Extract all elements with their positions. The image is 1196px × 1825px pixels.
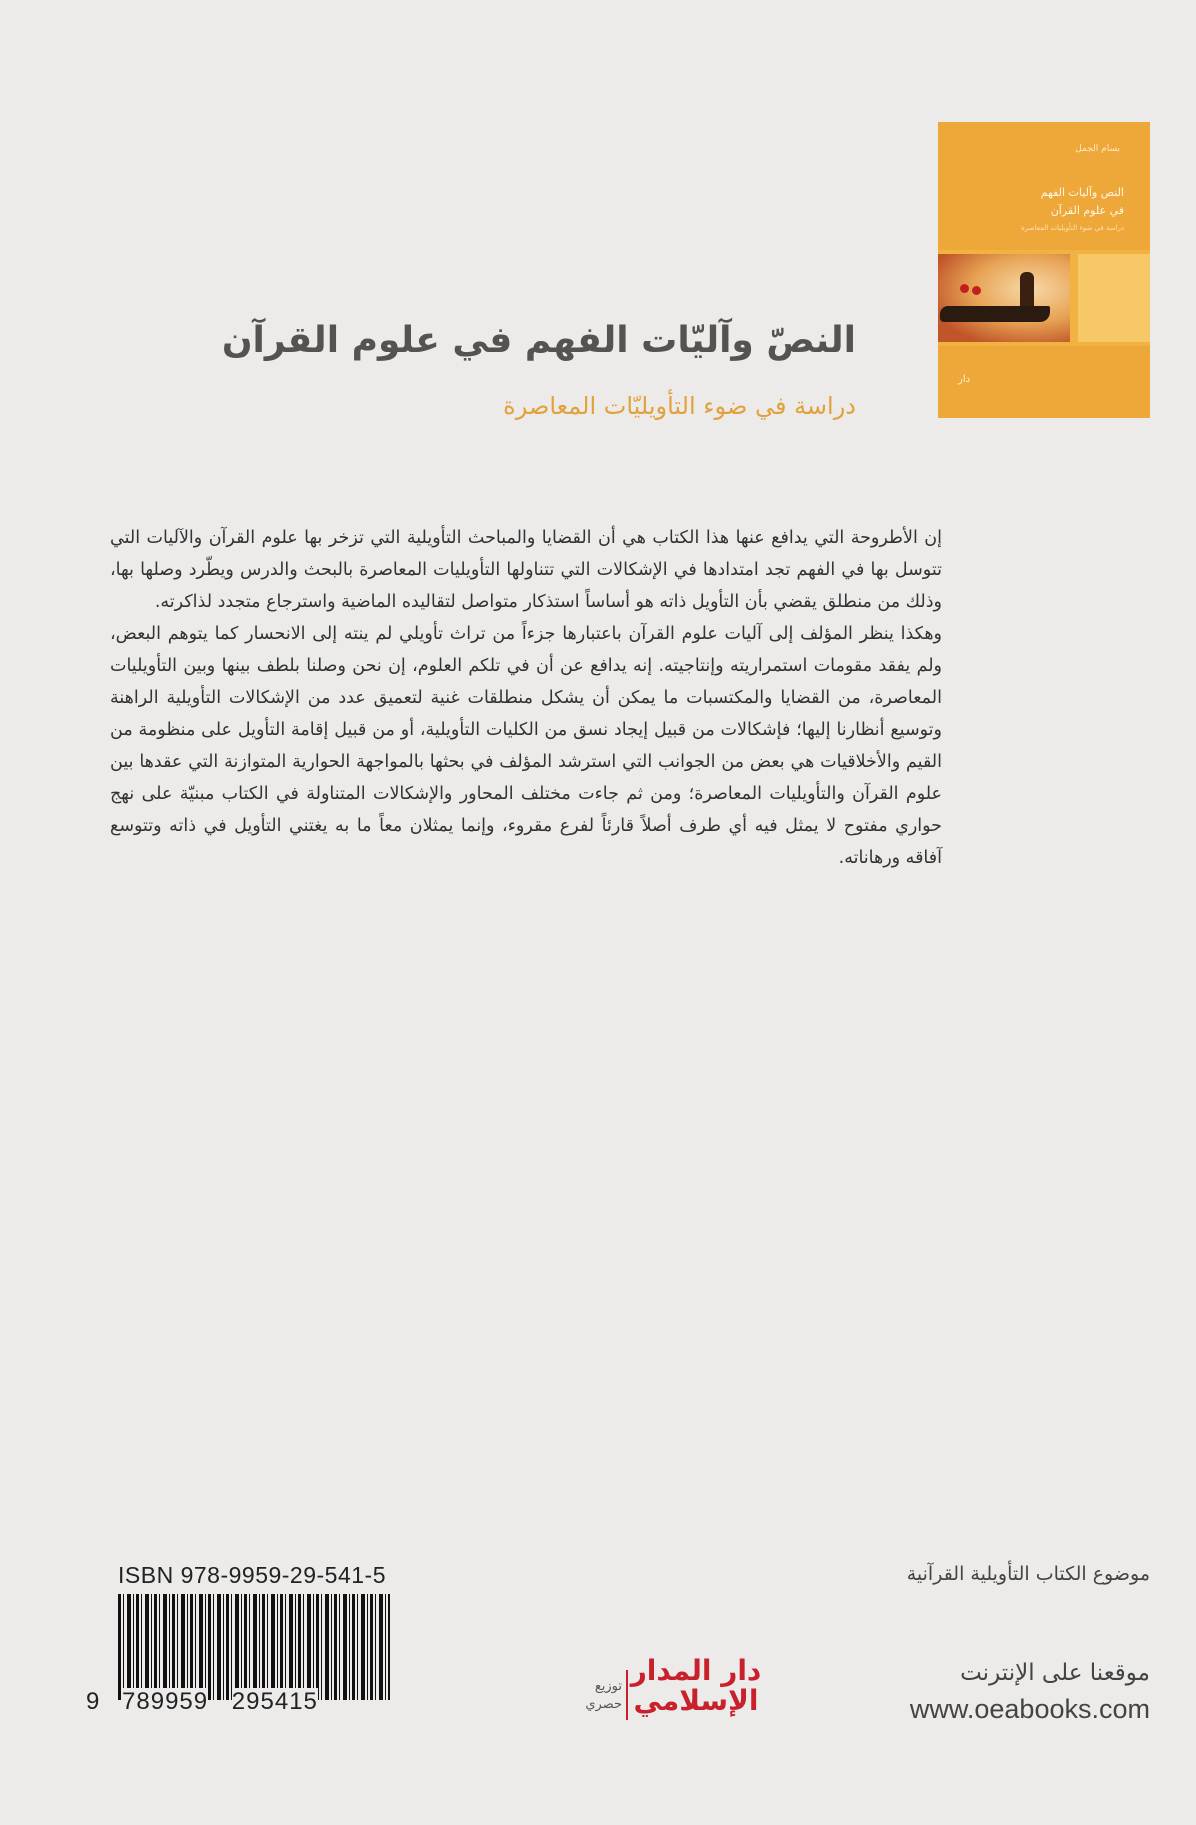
thumbnail-subtitle: دراسة في ضوء التأويليات المعاصرة — [1021, 224, 1124, 232]
thumbnail-header — [938, 122, 1150, 250]
cover-thumbnail — [938, 122, 1150, 418]
book-topic: موضوع الكتاب التأويلية القرآنية — [906, 1563, 1150, 1585]
thumbnail-title — [974, 184, 1124, 220]
red-dot — [972, 286, 981, 295]
thumbnail-author: بسام الجمل — [1075, 144, 1120, 154]
barcode-lead-digit: 9 — [86, 1688, 101, 1715]
barcode-group2: 295415 — [231, 1688, 318, 1715]
book-title: النصّ وآليّات الفهم في علوم القرآن — [221, 320, 856, 361]
isbn-label: ISBN 978-9959-29-541-5 — [118, 1562, 386, 1588]
website-label: موقعنا على الإنترنت — [960, 1660, 1150, 1686]
blurb-paragraph-1: إن الأطروحة التي يدافع عنها هذا الكتاب هي أن القضايا والمباحث التأويلية التي تزخر بها علوم القرآن والآليات التي تتوسل بها في الفهم تجد امتدادها في الإشكالات التي تتناولها التأويليات المعاصرة بالبحث والدرس ويطّرد وصلها بها، وذلك من منطلق يقضي بأن التأويل ذاته هو أساساً استذكار متواصل لتقاليده الماضية واسترجاع متجدد لذاكرته. — [110, 528, 942, 612]
publisher-logo — [566, 1656, 766, 1732]
thumbnail-title-line1: النص وآليات الفهم — [1040, 186, 1124, 199]
publisher-name-line1: دار المدار — [630, 1654, 762, 1687]
thumbnail-footer — [938, 346, 1150, 418]
thumbnail-calligraphy-image — [938, 254, 1070, 342]
blurb-paragraph-2: وهكذا ينظر المؤلف إلى آليات علوم القرآن باعتبارها جزءاً من تراث تأويلي لم ينته إلى الانحسار كما يتوهم البعض، ولم يفقد مقومات استمراريته وإنتاجيته. إنه يدافع عن أن في تلكم العلوم، إن نحن وصلنا بلطف بينها وبين التأويليات المعاصرة، من القضايا والمكتسبات ما يمكن أن يشكل منطلقات غنية لتعميق عدد من الإشكالات التأويلية الراهنة وتوسيع أنظارنا إليها؛ فإشكالات من قبيل إيجاد نسق من الكليات التأويلية، أو من قبيل إقامة التأويل على منظومة من القيم والأخلاقيات هي بعض من الجوانب التي استرشد المؤلف في بحثها بالمواجهة الحوارية المتوازنة التي عقدها بين علوم القرآن والتأويليات المعاصرة؛ ومن ثم جاءت مختلف المحاور والإشكالات المتناولة في الكتاب مبنيّة على نهج حواري مفتوح لا يمثل فيه أي طرف أصلاً قارئاً لفرع مقروء، وإنما يمثلان معاً ما به يغتني التأويل في ذاته وتتوسع آفاقه ورهاناته. — [110, 624, 942, 868]
publisher-distribution: توزيع حصري — [585, 1679, 622, 1712]
red-dot — [960, 284, 969, 293]
website-url[interactable]: www.oeabooks.com — [909, 1694, 1150, 1724]
barcode-digits — [86, 1688, 318, 1716]
brush-stroke-horizontal — [940, 306, 1050, 322]
thumbnail-title-line2: في علوم القرآن — [1050, 204, 1124, 217]
book-subtitle: دراسة في ضوء التأويليّات المعاصرة — [503, 392, 856, 420]
barcode-bars — [118, 1594, 390, 1700]
thumbnail-color-panel — [1078, 254, 1150, 342]
barcode-group1: 789959 — [122, 1688, 209, 1715]
blurb — [110, 522, 942, 874]
isbn-barcode — [86, 1562, 406, 1722]
thumbnail-publisher-mark: دار — [958, 374, 971, 385]
publisher-name-line2: الإسلامي — [633, 1684, 759, 1717]
